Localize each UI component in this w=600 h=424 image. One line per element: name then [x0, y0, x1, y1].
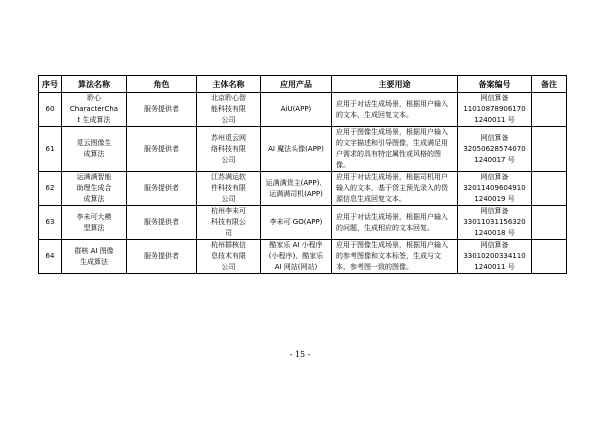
cell-number: 62 — [39, 172, 62, 206]
cell-number: 64 — [39, 240, 62, 274]
cell-algorithm-name: 群核 AI 图像 生成算法 — [62, 240, 127, 274]
cell-algorithm-name: 觅云图像生 成算法 — [62, 127, 127, 172]
algorithm-registry-table — [38, 75, 567, 274]
cell-product: 李未可 GO(APP) — [261, 206, 332, 240]
cell-remark — [532, 127, 567, 172]
header-entity-name: 主体名称 — [197, 76, 261, 93]
cell-product: 运满满货主(APP)、 运满满司机(APP) — [261, 172, 332, 206]
cell-number: 63 — [39, 206, 62, 240]
cell-role: 服务提供者 — [127, 206, 197, 240]
cell-entity-name: 苏州觅云网 络科技有限 公司 — [197, 127, 261, 172]
header-product: 应用产品 — [261, 76, 332, 93]
cell-record-number: 网信算备 33010200334110 1240011 号 — [458, 240, 532, 274]
header-main-use: 主要用途 — [332, 76, 458, 93]
cell-remark — [532, 206, 567, 240]
cell-product: AiU(APP) — [261, 93, 332, 127]
cell-main-use: 应用于图像生成场景，根据用户输入 的参考图像和文本标签，生成与文 本、参考图一致的图像。 — [332, 240, 458, 274]
cell-remark — [532, 240, 567, 274]
cell-product: AI 魔法头像(APP) — [261, 127, 332, 172]
header-number: 序号 — [39, 76, 62, 93]
cell-record-number: 网信算备 33011031156320 1240018 号 — [458, 206, 532, 240]
cell-record-number: 网信算备 32011409604910 1240019 号 — [458, 172, 532, 206]
table-row — [39, 127, 567, 172]
table-row — [39, 93, 567, 127]
cell-main-use: 应用于对话生成场景，根据司机用户 输入的文本，基于货主预先录入的货 源信息生成回复文本。 — [332, 172, 458, 206]
header-record-number: 备案编号 — [458, 76, 532, 93]
cell-remark — [532, 172, 567, 206]
cell-algorithm-name: 运满满智能 助理生成合 成算法 — [62, 172, 127, 206]
table-row — [39, 172, 567, 206]
cell-entity-name: 杭州群核信 息技术有限 公司 — [197, 240, 261, 274]
cell-role: 服务提供者 — [127, 93, 197, 127]
page-number: - 15 - — [289, 350, 311, 359]
cell-main-use: 应用于对话生成场景，根据用户输入 的问题，生成相应的文本回复。 — [332, 206, 458, 240]
table-row — [39, 240, 567, 274]
cell-algorithm-name: 聆心 CharacterCha t 生成算法 — [62, 93, 127, 127]
cell-entity-name: 江苏满运软 件科技有限 公司 — [197, 172, 261, 206]
table-row — [39, 206, 567, 240]
cell-entity-name: 杭州李未可 科技有限公 司 — [197, 206, 261, 240]
cell-record-number: 网信算备 11010878906170 1240011 号 — [458, 93, 532, 127]
cell-product: 酷家乐 AI 小程序 (小程序)、酷家乐 AI 网站(网站) — [261, 240, 332, 274]
cell-entity-name: 北京聆心智 能科技有限 公司 — [197, 93, 261, 127]
header-remark: 备注 — [532, 76, 567, 93]
cell-role: 服务提供者 — [127, 240, 197, 274]
cell-record-number: 网信算备 32050628574070 1240017 号 — [458, 127, 532, 172]
cell-main-use: 应用于对话生成场景，根据用户输入 的文本，生成回复文本。 — [332, 93, 458, 127]
cell-number: 61 — [39, 127, 62, 172]
cell-remark — [532, 93, 567, 127]
cell-number: 60 — [39, 93, 62, 127]
cell-role: 服务提供者 — [127, 127, 197, 172]
header-algorithm-name: 算法名称 — [62, 76, 127, 93]
cell-main-use: 应用于图像生成场景，根据用户输入 的文字描述和引导图像，生成满足用 户需求的具有特定属性或风格的图 像。 — [332, 127, 458, 172]
header-role: 角色 — [127, 76, 197, 93]
table-header-row — [39, 76, 567, 93]
cell-role: 服务提供者 — [127, 172, 197, 206]
cell-algorithm-name: 李未可大模 型算法 — [62, 206, 127, 240]
